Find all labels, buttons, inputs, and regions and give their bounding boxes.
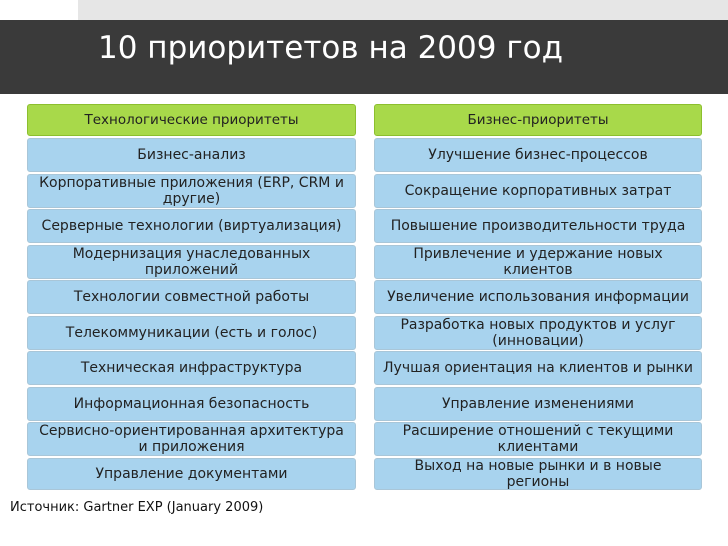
left-item: Технологии совместной работы: [27, 280, 356, 314]
left-column-header: Технологические приоритеты: [27, 104, 356, 136]
left-item: Модернизация унаследованных приложений: [27, 245, 356, 279]
left-item: Информационная безопасность: [27, 387, 356, 421]
right-item: Увеличение использования информации: [374, 280, 702, 314]
left-item: Серверные технологии (виртуализация): [27, 209, 356, 243]
right-item: Разработка новых продуктов и услуг (инновации): [374, 316, 702, 350]
left-item: Управление документами: [27, 458, 356, 490]
right-item: Сокращение корпоративных затрат: [374, 174, 702, 208]
left-item: Бизнес-анализ: [27, 138, 356, 172]
left-item: Телекоммуникации (есть и голос): [27, 316, 356, 350]
right-item: Повышение производительности труда: [374, 209, 702, 243]
page-title: 10 приоритетов на 2009 год: [98, 30, 564, 66]
title-top-left-strip: [0, 0, 78, 20]
right-column-header: Бизнес-приоритеты: [374, 104, 702, 136]
right-item: Улучшение бизнес-процессов: [374, 138, 702, 172]
title-accent-strip: [78, 0, 728, 20]
left-item: Корпоративные приложения (ERP, CRM и другие): [27, 174, 356, 208]
right-item: Расширение отношений с текущими клиентами: [374, 422, 702, 456]
right-item: Лучшая ориентация на клиентов и рынки: [374, 351, 702, 385]
left-item: Техническая инфраструктура: [27, 351, 356, 385]
source-note: Источник: Gartner EXP (January 2009): [10, 500, 264, 515]
right-item: Управление изменениями: [374, 387, 702, 421]
right-item: Привлечение и удержание новых клиентов: [374, 245, 702, 279]
right-item: Выход на новые рынки и в новые регионы: [374, 458, 702, 490]
left-item: Сервисно-ориентированная архитектура и приложения: [27, 422, 356, 456]
